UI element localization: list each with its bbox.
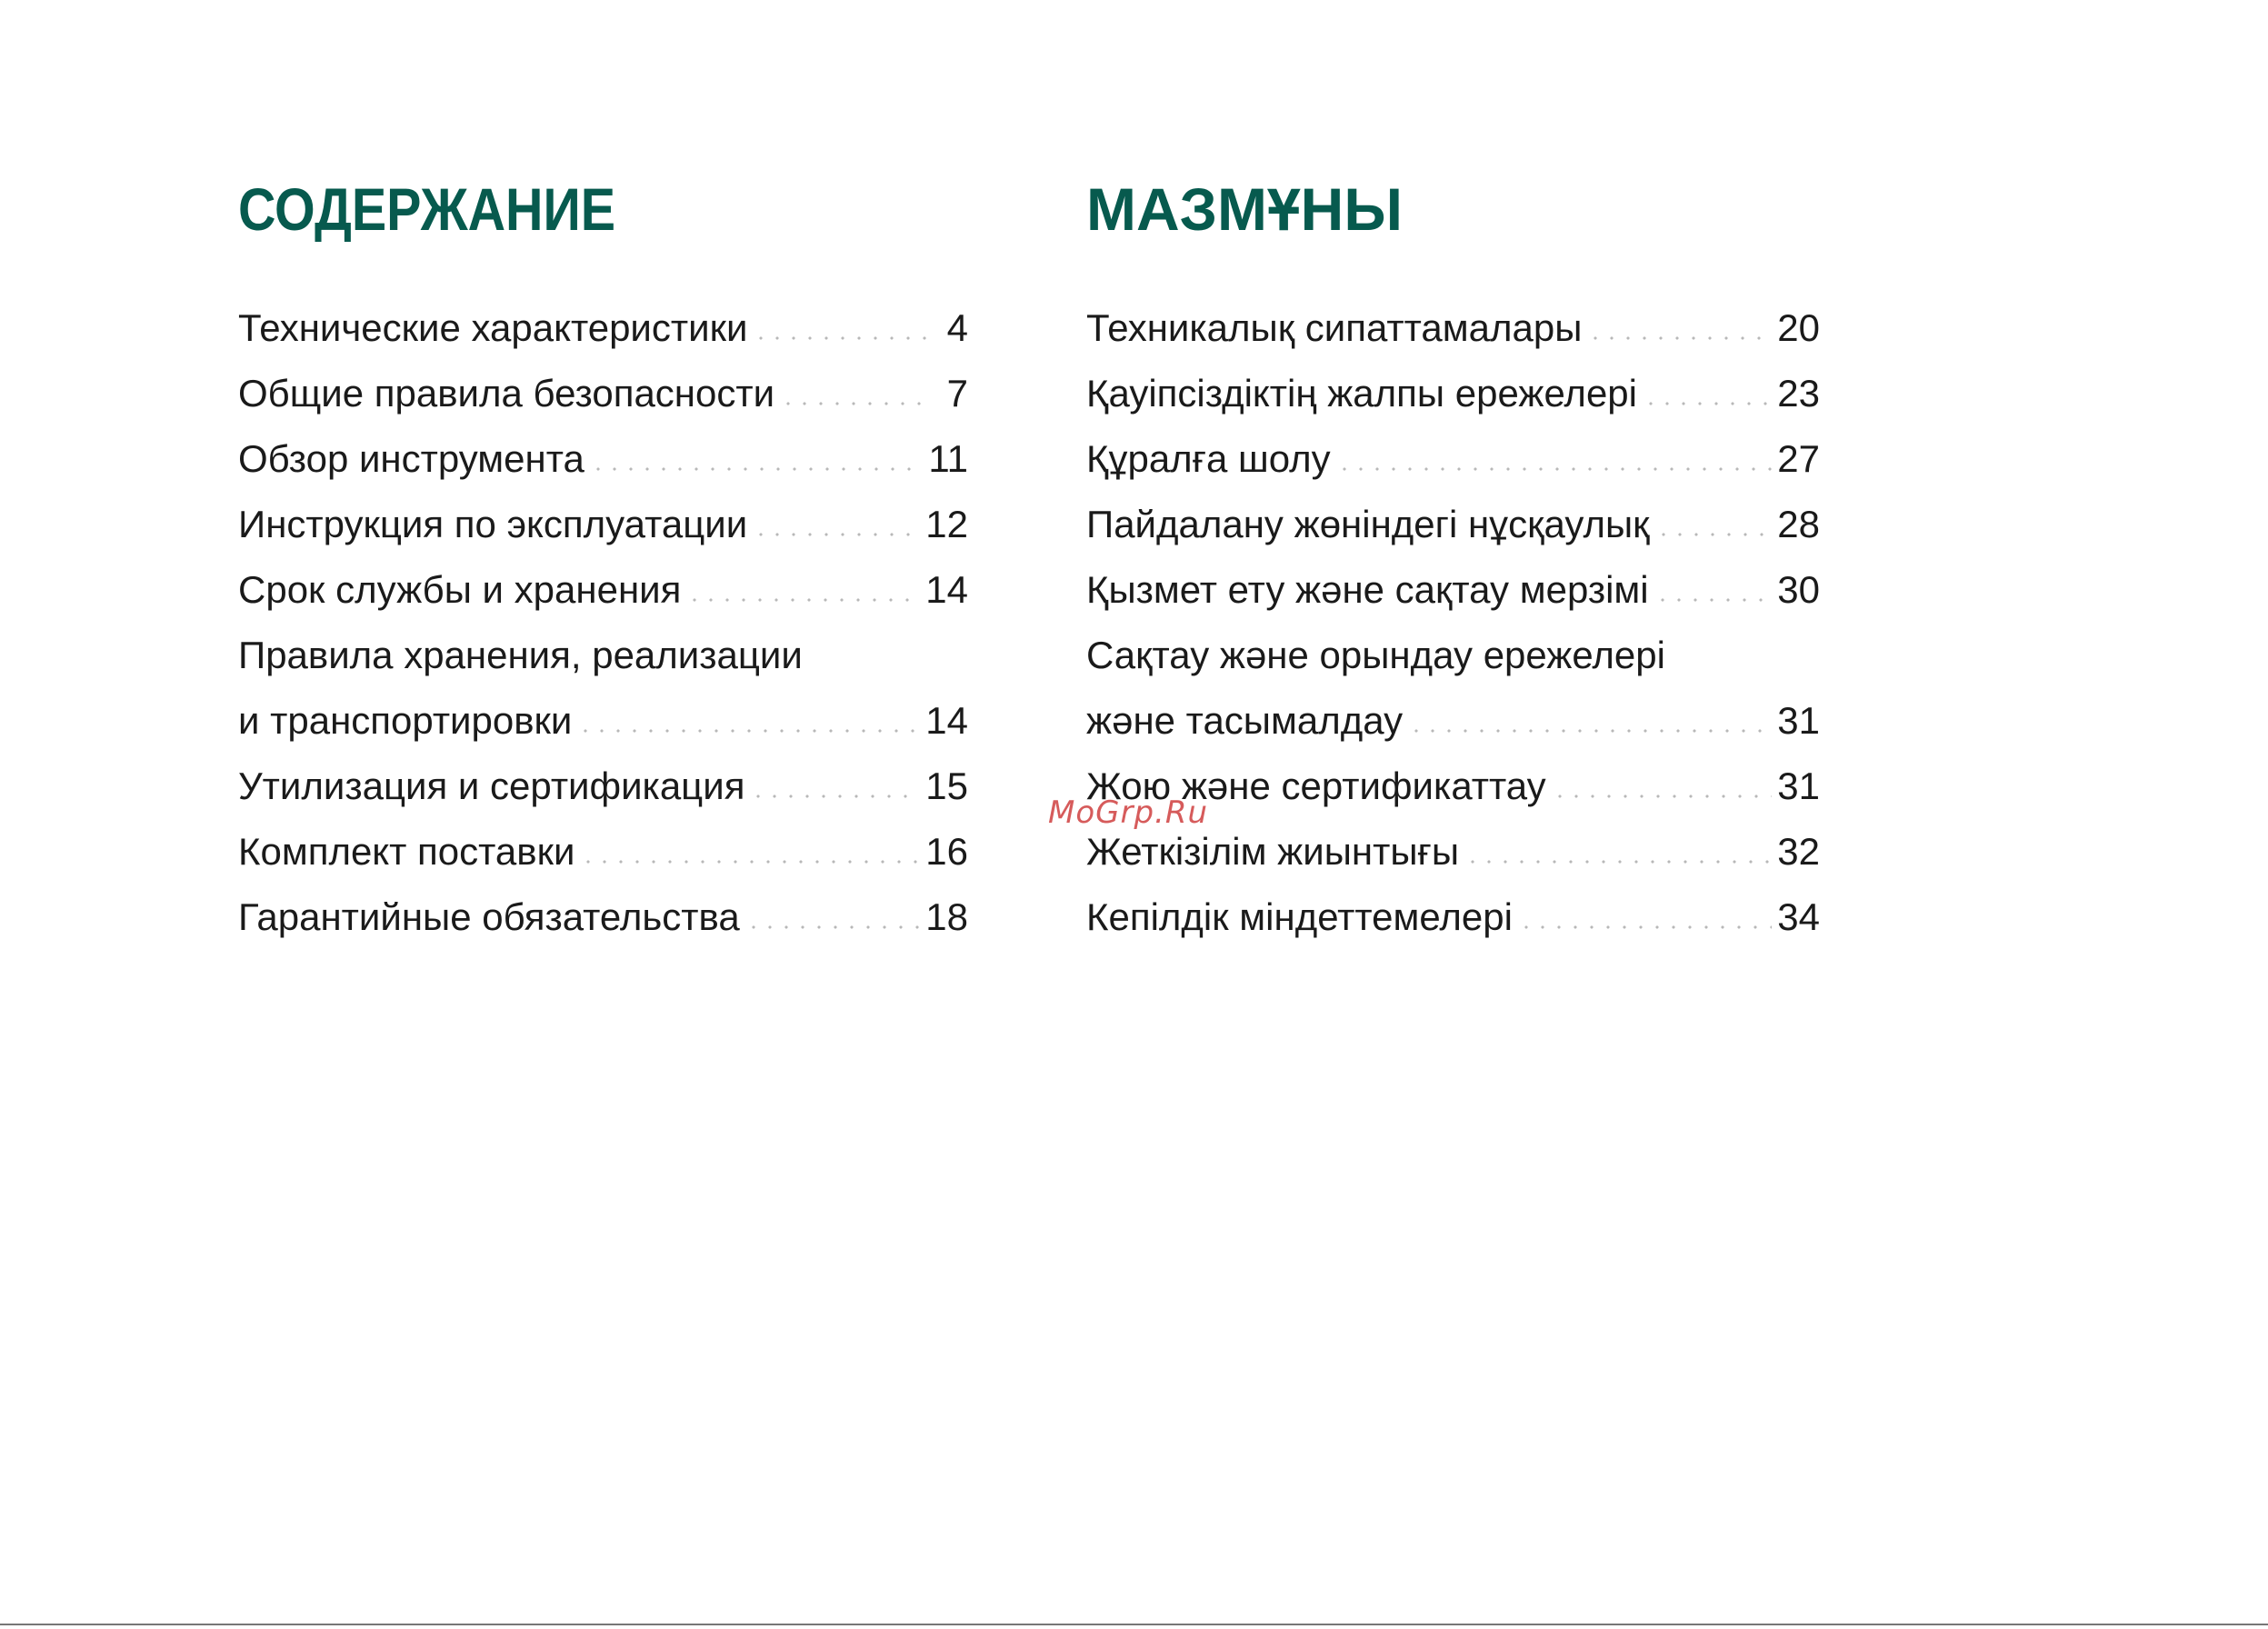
- toc-entry-title: Утилизация и сертификация: [238, 765, 745, 807]
- toc-dot-leader: [780, 397, 934, 406]
- toc-entry-page: 31: [1777, 699, 1820, 742]
- toc-entry-page: 32: [1777, 830, 1820, 873]
- toc-entry[interactable]: [238, 295, 968, 361]
- toc-entry-title: Общие правила безопасности: [238, 372, 775, 415]
- toc-heading-kazakh: МАЗМҰНЫ: [1086, 175, 1403, 243]
- toc-entry-page: 28: [1777, 503, 1820, 545]
- toc-dot-leader: [753, 528, 920, 537]
- toc-dot-leader: [1587, 332, 1772, 341]
- toc-entry[interactable]: [238, 819, 968, 884]
- toc-entry-last-line: [238, 688, 968, 754]
- toc-dot-leader: [1654, 594, 1773, 603]
- toc-entry-page: 23: [1777, 372, 1820, 415]
- toc-dot-leader: [750, 790, 920, 799]
- toc-dot-leader: [753, 332, 934, 341]
- toc-column-russian: [238, 173, 968, 950]
- toc-entry-last-line: [1086, 688, 1820, 754]
- toc-heading-russian: СОДЕРЖАНИЕ: [238, 175, 616, 243]
- toc-entry[interactable]: [238, 557, 968, 623]
- toc-entry[interactable]: [238, 492, 968, 557]
- toc-entry-title: Срок службы и хранения: [238, 568, 682, 611]
- toc-entry-title: және тасымалдау: [1086, 699, 1404, 742]
- toc-entry[interactable]: [238, 884, 968, 950]
- toc-entry-page: 31: [1777, 765, 1820, 807]
- toc-entry[interactable]: [1086, 557, 1820, 623]
- toc-entry-title-line1: Сақтау және орындау ережелері: [1086, 634, 1665, 676]
- toc-entry[interactable]: [238, 426, 968, 492]
- toc-entry[interactable]: [1086, 884, 1820, 950]
- toc-entry-page: 18: [925, 895, 968, 938]
- toc-entry-title: Қауіпсіздіктің жалпы ережелері: [1086, 372, 1637, 415]
- toc-entry-page: 12: [925, 503, 968, 545]
- toc-entry-page: 20: [1777, 306, 1820, 349]
- toc-entry-title: Технические характеристики: [238, 306, 748, 349]
- toc-dot-leader: [1518, 921, 1772, 930]
- toc-list-kazakh: [1086, 295, 1820, 950]
- toc-entry-title: Комплект поставки: [238, 830, 575, 873]
- toc-entry[interactable]: [1086, 492, 1820, 557]
- toc-entry-page: 11: [928, 437, 968, 480]
- toc-entry-title: Гарантийные обязательства: [238, 895, 740, 938]
- toc-entry-title: Қызмет ету және сақтау мерзімі: [1086, 568, 1649, 611]
- toc-entry[interactable]: [238, 361, 968, 426]
- toc-dot-leader: [580, 855, 920, 864]
- toc-entry-page: 14: [925, 699, 968, 742]
- toc-entry-title: Жою және сертификаттау: [1086, 765, 1546, 807]
- toc-entry-title: Пайдалану жөніндегі нұсқаулық: [1086, 503, 1650, 545]
- toc-entry-title: Обзор инструмента: [238, 437, 584, 480]
- toc-entry-page: 7: [946, 372, 968, 415]
- watermark-text: MoGrp.Ru: [1048, 795, 1209, 831]
- toc-entry-page: 14: [925, 568, 968, 611]
- toc-entry-title: Құралға шолу: [1086, 437, 1331, 480]
- toc-dot-leader: [590, 463, 924, 472]
- toc-entry-title-line1: Правила хранения, реализации: [238, 634, 803, 676]
- toc-column-kazakh: [1086, 173, 1820, 950]
- toc-dot-leader: [1464, 855, 1772, 864]
- toc-entry-title: Кепілдік міндеттемелері: [1086, 895, 1513, 938]
- toc-entry-title: Техникалық сипаттамалары: [1086, 306, 1583, 349]
- toc-dot-leader: [1552, 790, 1773, 799]
- toc-entry-page: 16: [925, 830, 968, 873]
- toc-entry-title: и транспортировки: [238, 699, 573, 742]
- toc-entry-title: Инструкция по эксплуатации: [238, 503, 748, 545]
- toc-dot-leader: [1655, 528, 1773, 537]
- toc-entry-title: Жеткізілім жиынтығы: [1086, 830, 1460, 873]
- toc-dot-leader: [1408, 725, 1772, 734]
- toc-entry-page: 15: [925, 765, 968, 807]
- toc-entry-page: 27: [1777, 437, 1820, 480]
- toc-entry[interactable]: [1086, 295, 1820, 361]
- toc-dot-leader: [745, 921, 921, 930]
- toc-entry[interactable]: [238, 754, 968, 819]
- toc-entry[interactable]: [1086, 361, 1820, 426]
- toc-entry-multiline[interactable]: [1086, 623, 1820, 754]
- toc-dot-leader: [1643, 397, 1772, 406]
- toc-entry-multiline[interactable]: [238, 623, 968, 754]
- toc-entry-page: 30: [1777, 568, 1820, 611]
- toc-list-russian: [238, 295, 968, 950]
- bottom-divider: [0, 1624, 2268, 1625]
- toc-dot-leader: [1336, 463, 1773, 472]
- toc-entry-page: 4: [946, 306, 968, 349]
- toc-dot-leader: [577, 725, 920, 734]
- toc-entry[interactable]: [1086, 426, 1820, 492]
- toc-entry-page: 34: [1777, 895, 1820, 938]
- toc-dot-leader: [686, 594, 920, 603]
